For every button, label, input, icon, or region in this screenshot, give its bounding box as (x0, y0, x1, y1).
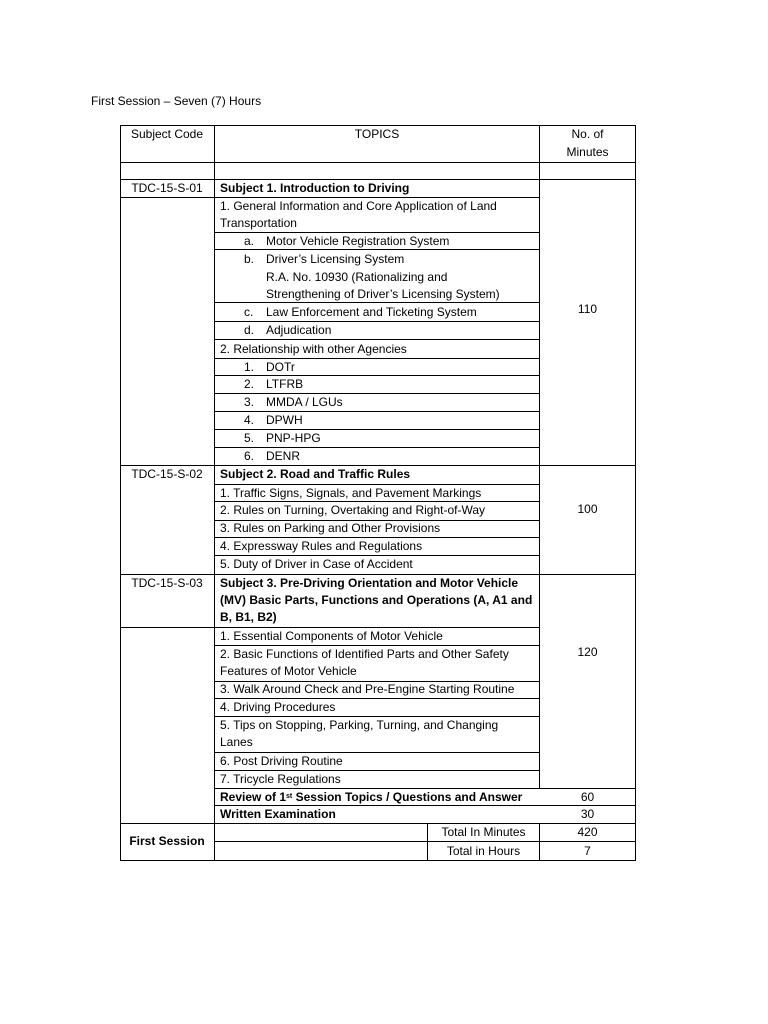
subject3-title-line2: (MV) Basic Parts, Functions and Operations (A, A1 and (220, 593, 533, 607)
agency-number: 4. (244, 413, 255, 427)
row-divider (214, 393, 540, 394)
subject2-item: 5. Duty of Driver in Case of Accident (220, 557, 413, 571)
agency-number: 6. (244, 449, 255, 463)
row-divider (120, 197, 214, 198)
border-line (120, 860, 636, 861)
agency-name: DPWH (266, 413, 303, 427)
row-divider (120, 162, 636, 163)
subject1-item1-line1: 1. General Information and Core Application of Land (220, 199, 497, 213)
row-divider (214, 321, 540, 322)
row-divider (214, 358, 540, 359)
agency-name: MMDA / LGUs (266, 395, 343, 409)
subject3-item: 6. Post Driving Routine (220, 754, 343, 768)
row-divider (214, 447, 540, 448)
agency-number: 2. (244, 377, 255, 391)
subject3-item: 7. Tricycle Regulations (220, 772, 341, 786)
border-line (120, 125, 121, 861)
review-label: Review of 1st Session Topics / Questions and Answer (220, 790, 523, 804)
written-exam-label: Written Examination (220, 807, 336, 821)
review-minutes: 60 (580, 790, 595, 804)
subject3-item: 3. Walk Around Check and Pre-Engine Starting Routine (220, 682, 515, 696)
header-subject-code: Subject Code (130, 127, 204, 141)
subject3-item: 5. Tips on Stopping, Parking, Turning, and Changing (220, 718, 499, 732)
subject1-item-b-line2: R.A. No. 10930 (Rationalizing and (266, 270, 448, 284)
column-divider (539, 125, 540, 788)
agency-name: DENR (266, 449, 301, 463)
total-hours-label: Total in Hours (446, 844, 521, 858)
subject3-item: 2. Basic Functions of Identified Parts and Other Safety (220, 647, 509, 661)
row-divider (214, 375, 540, 376)
subject3-title-line1: Subject 3. Pre-Driving Orientation and Motor Vehicle (220, 576, 519, 590)
totals-session-label: First Session (129, 834, 205, 848)
written-exam-minutes: 30 (580, 807, 595, 821)
subject3-minutes: 120 (577, 645, 598, 659)
column-divider (214, 125, 215, 861)
subject1-item-d: Adjudication (266, 323, 332, 337)
agency-number: 1. (244, 360, 255, 374)
subject1-item-b-marker: b. (244, 252, 255, 266)
subject2-code: TDC-15-S-02 (131, 467, 203, 481)
session-table (120, 125, 636, 861)
subject2-item: 4. Expressway Rules and Regulations (220, 539, 423, 553)
subject3-code: TDC-15-S-03 (131, 576, 203, 590)
agency-name: DOTr (266, 360, 295, 374)
subject1-item2: 2. Relationship with other Agencies (220, 342, 407, 356)
subject1-item-c-marker: c. (244, 305, 254, 319)
subject1-item-d-marker: d. (244, 323, 255, 337)
subject3-title-line3: B, B1, B2) (220, 610, 277, 624)
subject1-title: Subject 1. Introduction to Driving (220, 181, 410, 195)
subject3-item: 1. Essential Components of Motor Vehicle (220, 629, 443, 643)
header-minutes-line1: No. of (571, 127, 604, 141)
total-hours-value: 7 (584, 844, 591, 858)
header-minutes-line2: Minutes (566, 145, 609, 159)
subject2-item: 3. Rules on Parking and Other Provisions (220, 521, 441, 535)
subject1-item-b-line1: Driver’s Licensing System (266, 252, 405, 266)
subject2-item: 2. Rules on Turning, Overtaking and Right-of-Way (220, 503, 486, 517)
subject3-item: Features of Motor Vehicle (220, 664, 357, 678)
subject1-item-b-line3: Strengthening of Driver’s Licensing System) (266, 287, 500, 301)
header-topics: TOPICS (354, 127, 400, 141)
agency-name: PNP-HPG (266, 431, 321, 445)
subject1-item1-line2: Transportation (220, 216, 297, 230)
subject3-item: Lanes (220, 735, 253, 749)
subject1-code: TDC-15-S-01 (131, 181, 203, 195)
subject1-item-c: Law Enforcement and Ticketing System (266, 305, 477, 319)
subject1-item-a: Motor Vehicle Registration System (266, 234, 450, 248)
row-divider (120, 627, 214, 628)
page-heading: First Session – Seven (7) Hours (91, 94, 262, 108)
total-minutes-label: Total In Minutes (441, 825, 526, 839)
agency-name: LTFRB (266, 377, 304, 391)
subject2-title: Subject 2. Road and Traffic Rules (220, 467, 411, 481)
subject1-minutes: 110 (577, 302, 598, 316)
subject2-item: 1. Traffic Signs, Signals, and Pavement Markings (220, 486, 482, 500)
agency-number: 5. (244, 431, 255, 445)
subject3-item: 4. Driving Procedures (220, 700, 336, 714)
border-line (635, 125, 636, 861)
row-divider (214, 411, 540, 412)
row-divider (214, 841, 636, 842)
total-minutes-value: 420 (577, 825, 598, 839)
row-divider (214, 429, 540, 430)
row-divider (214, 339, 540, 340)
agency-number: 3. (244, 395, 255, 409)
subject1-item-a-marker: a. (244, 234, 255, 248)
subject2-minutes: 100 (577, 502, 598, 516)
